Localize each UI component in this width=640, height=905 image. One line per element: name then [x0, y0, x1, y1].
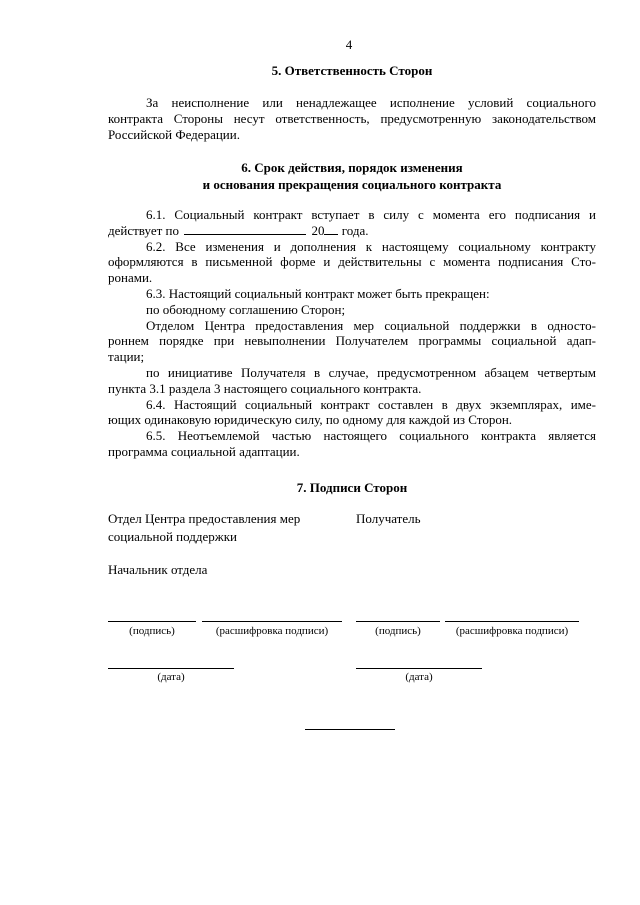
text-line: 6.2. Все изменения и дополнения к настоящему социальному контракту	[146, 238, 596, 254]
text-line: 6.4. Настоящий социальный контракт составлен в двух экземплярах, име-	[146, 396, 596, 412]
text-line: Российской Федерации.	[108, 126, 240, 142]
year-blank	[324, 223, 338, 235]
caption-decoding: (расшифровка подписи)	[215, 625, 329, 637]
text-line: Отделом Центра предоставления мер социальной поддержки в односто-	[146, 317, 596, 333]
section-5-paragraph	[108, 95, 596, 142]
text-line: 6.3. Настоящий социальный контракт может быть прекращен:	[146, 285, 490, 301]
section-6-body	[108, 207, 596, 460]
closing-separator-line	[305, 729, 395, 730]
caption-date: (дата)	[157, 671, 185, 683]
caption-signature: (подпись)	[129, 625, 175, 637]
date-line	[356, 668, 482, 669]
text-line: по инициативе Получателя в случае, предусмотренном абзацем четвертым	[146, 364, 596, 380]
text-line: 6.5. Неотъемлемой частью настоящего социального контракта является	[146, 428, 596, 444]
text-line: действует по 20 года.	[108, 222, 369, 238]
date-blank	[184, 223, 306, 235]
signature-decoding-line	[202, 621, 342, 622]
text-line: программа социальной адаптации.	[108, 443, 300, 459]
text-line: ющих одинаковую юридическую силу, по одному для каждой из Сторон.	[108, 412, 513, 428]
signature-decoding-line	[445, 621, 579, 622]
text-line: оформляются в письменной форме и действительны с момента подписания Сто-	[108, 254, 596, 270]
right-party-name: Получатель	[356, 511, 421, 526]
text-line: За неисполнение или ненадлежащее исполнение условий социального	[146, 95, 596, 110]
section-6-title: 6. Срок действия, порядок изменения и основания прекращения социального контракта	[202, 160, 502, 192]
signature-line	[108, 621, 196, 622]
caption-signature: (подпись)	[375, 625, 421, 637]
signature-line	[356, 621, 440, 622]
text-line: ронами.	[108, 270, 153, 286]
text-line: роннем порядке при невыполнении Получателем программы социальной адап-	[108, 333, 596, 349]
date-line	[108, 668, 234, 669]
page-number: 4	[345, 37, 353, 52]
left-position: Начальник отдела	[108, 562, 208, 577]
text-line: тации;	[108, 349, 145, 365]
left-party-name: Отдел Центра предоставления мер социальной поддержки	[108, 511, 301, 544]
text-line: по обоюдному соглашению Сторон;	[146, 301, 346, 317]
text-line: контракта Стороны несут ответственность, предусмотренную законодательством	[108, 110, 596, 126]
text-line: пункта 3.1 раздела 3 настоящего социального контракта.	[108, 380, 422, 396]
section-5-title: 5. Ответственность Сторон	[271, 63, 433, 78]
text-line: 6.1. Социальный контракт вступает в силу с момента его подписания и	[146, 207, 596, 222]
section-7-title: 7. Подписи Сторон	[296, 480, 408, 495]
caption-decoding: (расшифровка подписи)	[455, 625, 569, 637]
caption-date: (дата)	[405, 671, 433, 683]
